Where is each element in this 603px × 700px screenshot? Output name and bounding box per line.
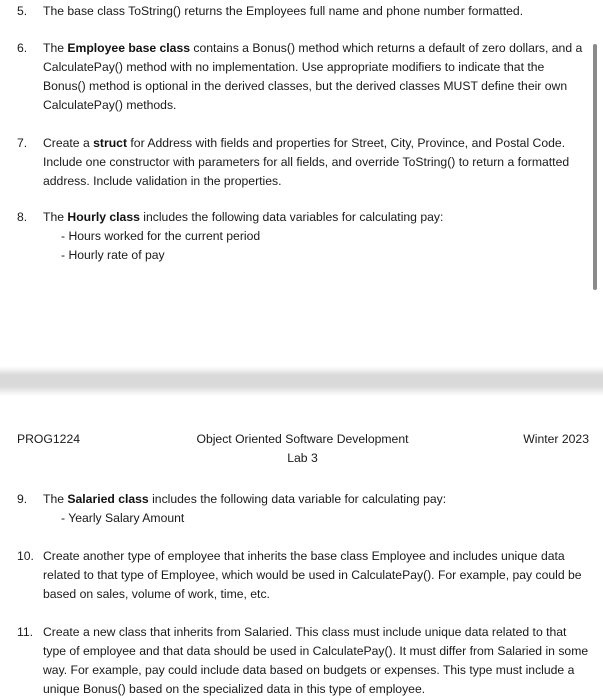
item-text: The base class ToString() returns the Employees full name and phone number formatted. [43,4,524,18]
item-number: 10. [17,549,34,563]
item-number: 9. [17,492,28,506]
item-text: Create a struct for Address with fields and properties for Street, City, Province, and Postal Code. Include one constructor with parameters for all fields, and override ToString() to return a formatted address. Include validation in the properties. [43,136,570,188]
item-text: The Hourly class includes the following data variables for calculating pay: - Hours worked for the current period - Hourly rate of pay [43,208,591,265]
item-number: 11. [17,625,34,639]
bold-term: Hourly class [67,210,140,224]
bold-term: Salaried class [67,492,149,506]
sub-item: - Yearly Salary Amount [61,511,185,525]
bold-term: Employee base class [67,41,191,55]
item-number: 6. [17,41,28,55]
lab-number: Lab 3 [287,451,318,465]
item-text: The Salaried class includes the following data variable for calculating pay: - Yearly Salary Amount [43,490,591,528]
sub-item: - Hours worked for the current period [61,229,261,243]
scrollbar[interactable] [593,44,597,290]
course-title-block [180,430,425,468]
term: Winter 2023 [523,432,589,446]
item-number: 8. [17,210,28,224]
item-text: Create another type of employee that inherits the base class Employee and includes unique data related to that type of Employee, which would be used in CalculatePay(). For example, pay could be based on sales, volume of work, time, etc. [43,549,582,601]
sub-item: - Hourly rate of pay [61,248,165,262]
page-break [0,366,603,396]
item-number: 5. [17,4,28,18]
item-text: The Employee base class contains a Bonus() method which returns a default of zero dollars, and a CalculatePay() method with no implementation. Use appropriate modifiers to indicate that the Bonus() method is optional in the derived classes, but the derived classes MUST define their own CalculatePay() methods. [43,41,583,112]
item-number: 7. [17,136,28,150]
course-code: PROG1224 [17,432,81,446]
course-title: Object Oriented Software Development [196,432,409,446]
bold-term: struct [93,136,128,150]
item-text: Create a new class that inherits from Salaried. This class must include unique data related to that type of employee and that data should be used in CalculatePay(). It must differ from Salaried in some way. For example, pay could include data based on budgets or expenses. This type must include a unique Bonus() based on the specialized data in this type of employee. [43,625,589,696]
